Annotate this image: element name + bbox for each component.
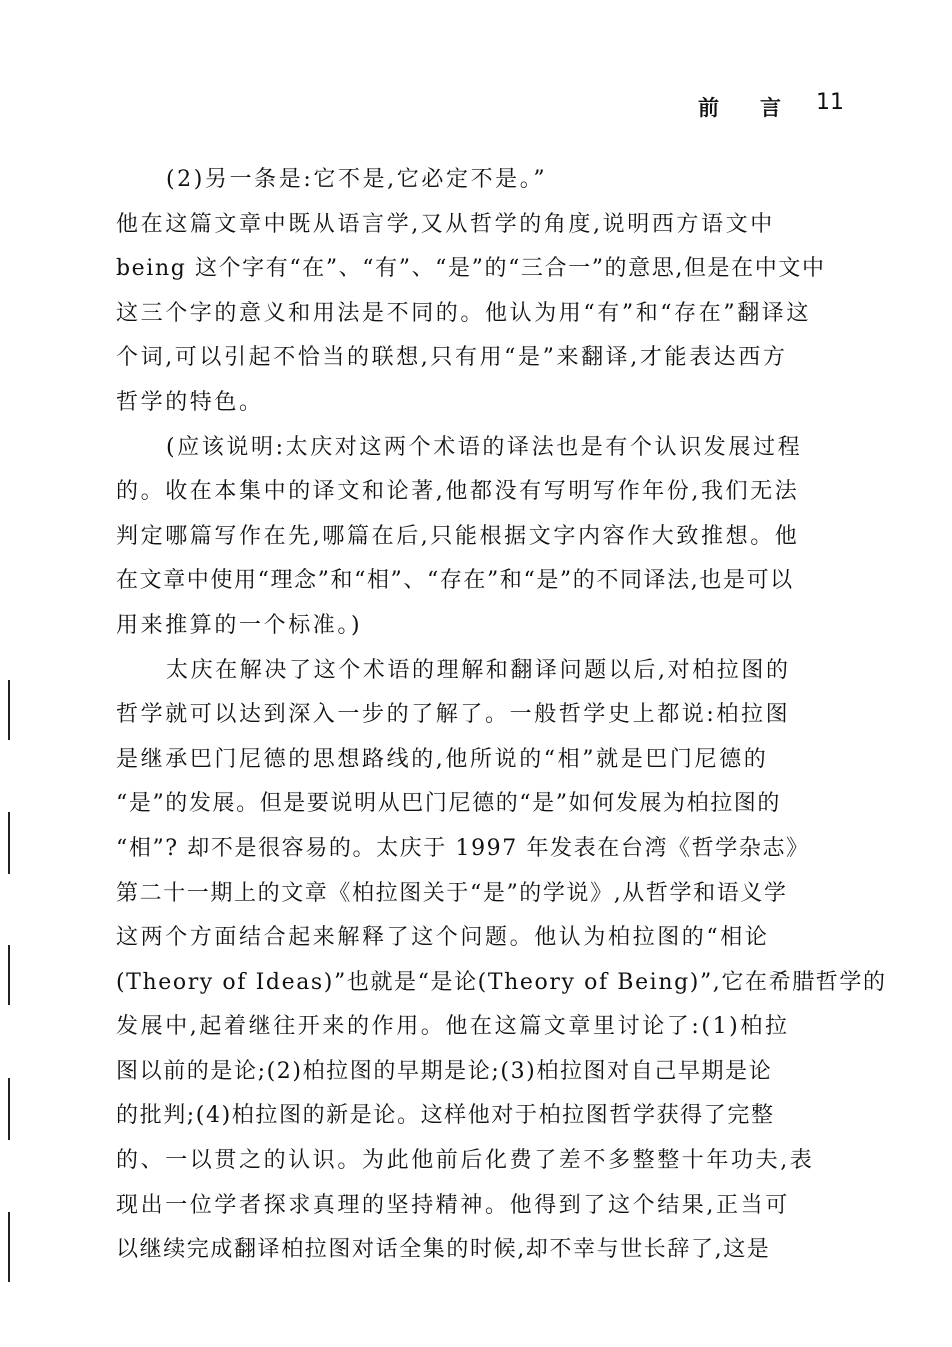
- scan-edge-mark: [8, 812, 10, 874]
- running-head: [690, 88, 850, 122]
- text-line: 在文章中使用“理念”和“相”、“存在”和“是”的不同译法,也是可以: [116, 568, 794, 594]
- text-line: 太庆在解决了这个术语的理解和翻译问题以后,对柏拉图的: [166, 657, 791, 683]
- text-line: (2)另一条是:它不是,它必定不是。”: [166, 167, 548, 192]
- text-line: 以继续完成翻译柏拉图对话全集的时候,却不幸与世长辞了,这是: [116, 1237, 771, 1263]
- text-line: 他在这篇文章中既从语言学,又从哲学的角度,说明西方语文中: [116, 211, 775, 237]
- text-line: (Theory of Ideas)”也就是“是论(Theory of Being)”,它在希腊哲学的: [116, 969, 887, 995]
- running-head-title-first: 前: [698, 96, 719, 120]
- scan-edge-mark: [8, 945, 10, 1005]
- scan-edge-mark: [8, 1212, 10, 1282]
- text-line: 的批判;(4)柏拉图的新是论。这样他对于柏拉图哲学获得了完整: [116, 1103, 775, 1129]
- text-line: 个词,可以引起不恰当的联想,只有用“是”来翻译,才能表达西方: [116, 345, 788, 371]
- text-line: (应该说明:太庆对这两个术语的译法也是有个认识发展过程: [166, 434, 803, 460]
- text-line: 图以前的是论;(2)柏拉图的早期是论;(3)柏拉图对自己早期是论: [116, 1058, 773, 1084]
- page-number: 11: [816, 90, 844, 115]
- body-text: [116, 158, 887, 1273]
- text-line: “是”的发展。但是要说明从巴门尼德的“是”如何发展为柏拉图的: [116, 791, 781, 817]
- text-line: 第二十一期上的文章《柏拉图关于“是”的学说》,从哲学和语义学: [116, 880, 788, 906]
- text-line: 的、一以贯之的认识。为此他前后化费了差不多整整十年功夫,表: [116, 1148, 815, 1174]
- running-head-title-second: 言: [760, 96, 781, 120]
- text-line: 发展中,起着继往开来的作用。他在这篇文章里讨论了:(1)柏拉: [116, 1014, 790, 1040]
- text-line: 是继承巴门尼德的思想路线的,他所说的“相”就是巴门尼德的: [116, 746, 769, 772]
- text-line: 哲学就可以达到深入一步的了解了。一般哲学史上都说:柏拉图: [116, 702, 791, 728]
- text-line: 哲学的特色。: [116, 389, 264, 415]
- text-line: 用来推算的一个标准。): [116, 612, 363, 638]
- text-line: 现出一位学者探求真理的坚持精神。他得到了这个结果,正当可: [116, 1192, 790, 1218]
- text-line: being 这个字有“在”、“有”、“是”的“三合一”的意思,但是在中文中: [116, 256, 826, 282]
- scan-edge-mark: [8, 1078, 10, 1140]
- text-line: 判定哪篇写作在先,哪篇在后,只能根据文字内容作大致推想。他: [116, 523, 800, 549]
- text-line: “相”? 却不是很容易的。太庆于 1997 年发表在台湾《哲学杂志》: [116, 835, 810, 861]
- text-line: 这两个方面结合起来解释了这个问题。他认为柏拉图的“相论: [116, 925, 770, 951]
- text-line: 这三个字的意义和用法是不同的。他认为用“有”和“存在”翻译这: [116, 300, 811, 326]
- text-line: 的。收在本集中的译文和论著,他都没有写明写作年份,我们无法: [116, 479, 800, 505]
- scan-edge-mark: [8, 680, 10, 740]
